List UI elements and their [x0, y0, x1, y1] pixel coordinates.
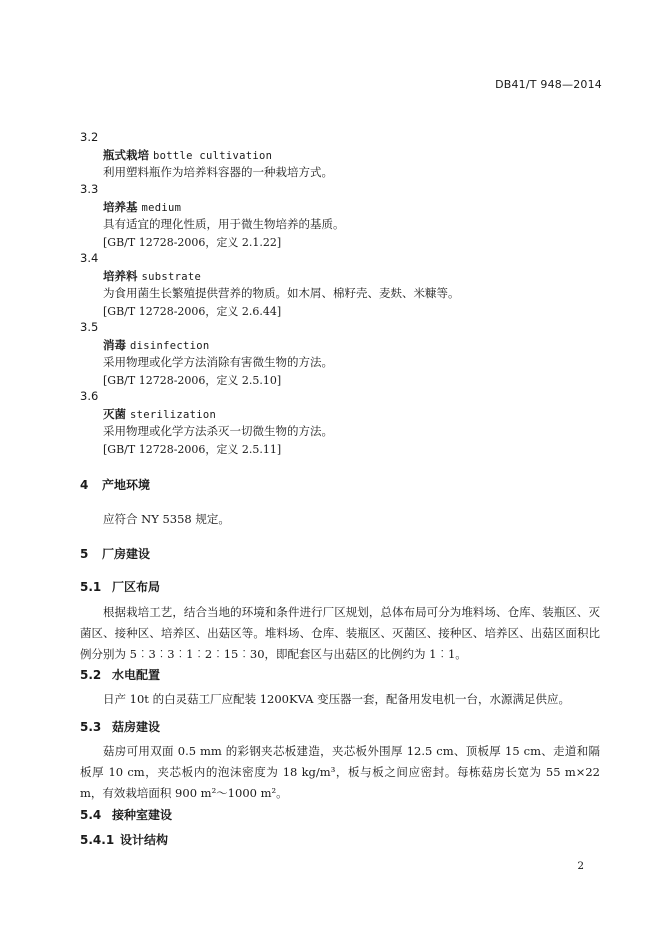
subsection-title: 接种室建设	[112, 808, 173, 822]
subsection-title: 菇房建设	[112, 720, 161, 734]
subsection-number: 5.3	[80, 720, 102, 734]
term-title	[103, 337, 209, 353]
term-cn: 培养基	[103, 200, 138, 214]
term-reference: [GB/T 12728-2006，定义 2.5.11]	[103, 443, 282, 456]
term-title	[103, 406, 216, 422]
subsection-heading	[80, 806, 172, 823]
term-number: 3.5	[80, 320, 99, 334]
term-number: 3.6	[80, 389, 99, 403]
section-heading	[80, 476, 150, 493]
subsection-title: 水电配置	[112, 668, 161, 682]
paragraph: 日产 10t 的白灵菇工厂应配装 1200KVA 变压器一套，配备用发电机一台，水源满足供应。	[103, 692, 571, 706]
term-en: sterilization	[130, 409, 217, 421]
term-definition: 采用物理或化学方法消除有害微生物的方法。	[103, 355, 333, 369]
term-definition: 具有适宜的理化性质，用于微生物培养的基质。	[103, 217, 345, 231]
section-heading	[80, 545, 150, 562]
subsubsection-number: 5.4.1	[80, 833, 115, 847]
term-title	[103, 147, 272, 163]
term-definition: 为食用菌生长繁殖提供营养的物质。如木屑、棉籽壳、麦麸、米糠等。	[103, 286, 460, 300]
subsubsection-heading	[80, 831, 168, 848]
term-definition: 利用塑料瓶作为培养料容器的一种栽培方式。	[103, 165, 333, 179]
term-number: 3.2	[80, 130, 99, 144]
term-en: bottle cultivation	[153, 150, 273, 162]
section-title: 厂房建设	[102, 547, 151, 561]
subsection-title: 厂区布局	[112, 580, 161, 594]
term-en: medium	[141, 202, 182, 214]
subsection-heading	[80, 718, 160, 735]
section-number: 4	[80, 478, 89, 492]
term-number: 3.4	[80, 251, 99, 265]
term-reference: [GB/T 12728-2006，定义 2.1.22]	[103, 236, 282, 249]
subsection-heading	[80, 578, 160, 595]
section-title: 产地环境	[102, 478, 151, 492]
term-cn: 灭菌	[103, 407, 126, 421]
subsection-number: 5.2	[80, 668, 102, 682]
page-number: 2	[577, 860, 584, 872]
term-en: disinfection	[130, 340, 210, 352]
term-en: substrate	[141, 271, 202, 283]
subsubsection-title: 设计结构	[120, 833, 169, 847]
term-number: 3.3	[80, 182, 99, 196]
term-definition: 采用物理或化学方法杀灭一切微生物的方法。	[103, 424, 333, 438]
term-reference: [GB/T 12728-2006，定义 2.5.10]	[103, 374, 282, 387]
section-number: 5	[80, 547, 89, 561]
term-title	[103, 199, 181, 215]
section-text: 应符合 NY 5358 规定。	[103, 512, 230, 526]
subsection-number: 5.1	[80, 580, 102, 594]
term-title	[103, 268, 201, 284]
standard-code: DB41/T 948—2014	[495, 78, 602, 91]
subsection-number: 5.4	[80, 808, 102, 822]
subsection-heading	[80, 666, 160, 683]
term-cn: 消毒	[103, 338, 126, 352]
term-cn: 瓶式栽培	[103, 148, 149, 162]
paragraph: 根据栽培工艺，结合当地的环境和条件进行厂区规划，总体布局可分为堆料场、仓库、装瓶区、灭菌区、接种区、培养区、出菇区等。堆料场、仓库、装瓶区、灭菌区、接种区、培养区、出菇区面积比例分别为 5︰3︰3︰1︰2︰15︰30，即配套区与出菇区的比例约为 1︰1。	[80, 605, 600, 661]
term-cn: 培养料	[103, 269, 138, 283]
paragraph: 菇房可用双面 0.5 mm 的彩钢夹芯板建造，夹芯板外围厚 12.5 cm、顶板厚 15 cm、走道和隔板厚 10 cm，夹芯板内的泡沫密度为 18 kg/m³，板与板之间应密封。每栋菇房长宽为 55 m×22 m，有效栽培面积 900 m²～1000 m²。	[80, 744, 600, 800]
term-reference: [GB/T 12728-2006，定义 2.6.44]	[103, 305, 282, 318]
